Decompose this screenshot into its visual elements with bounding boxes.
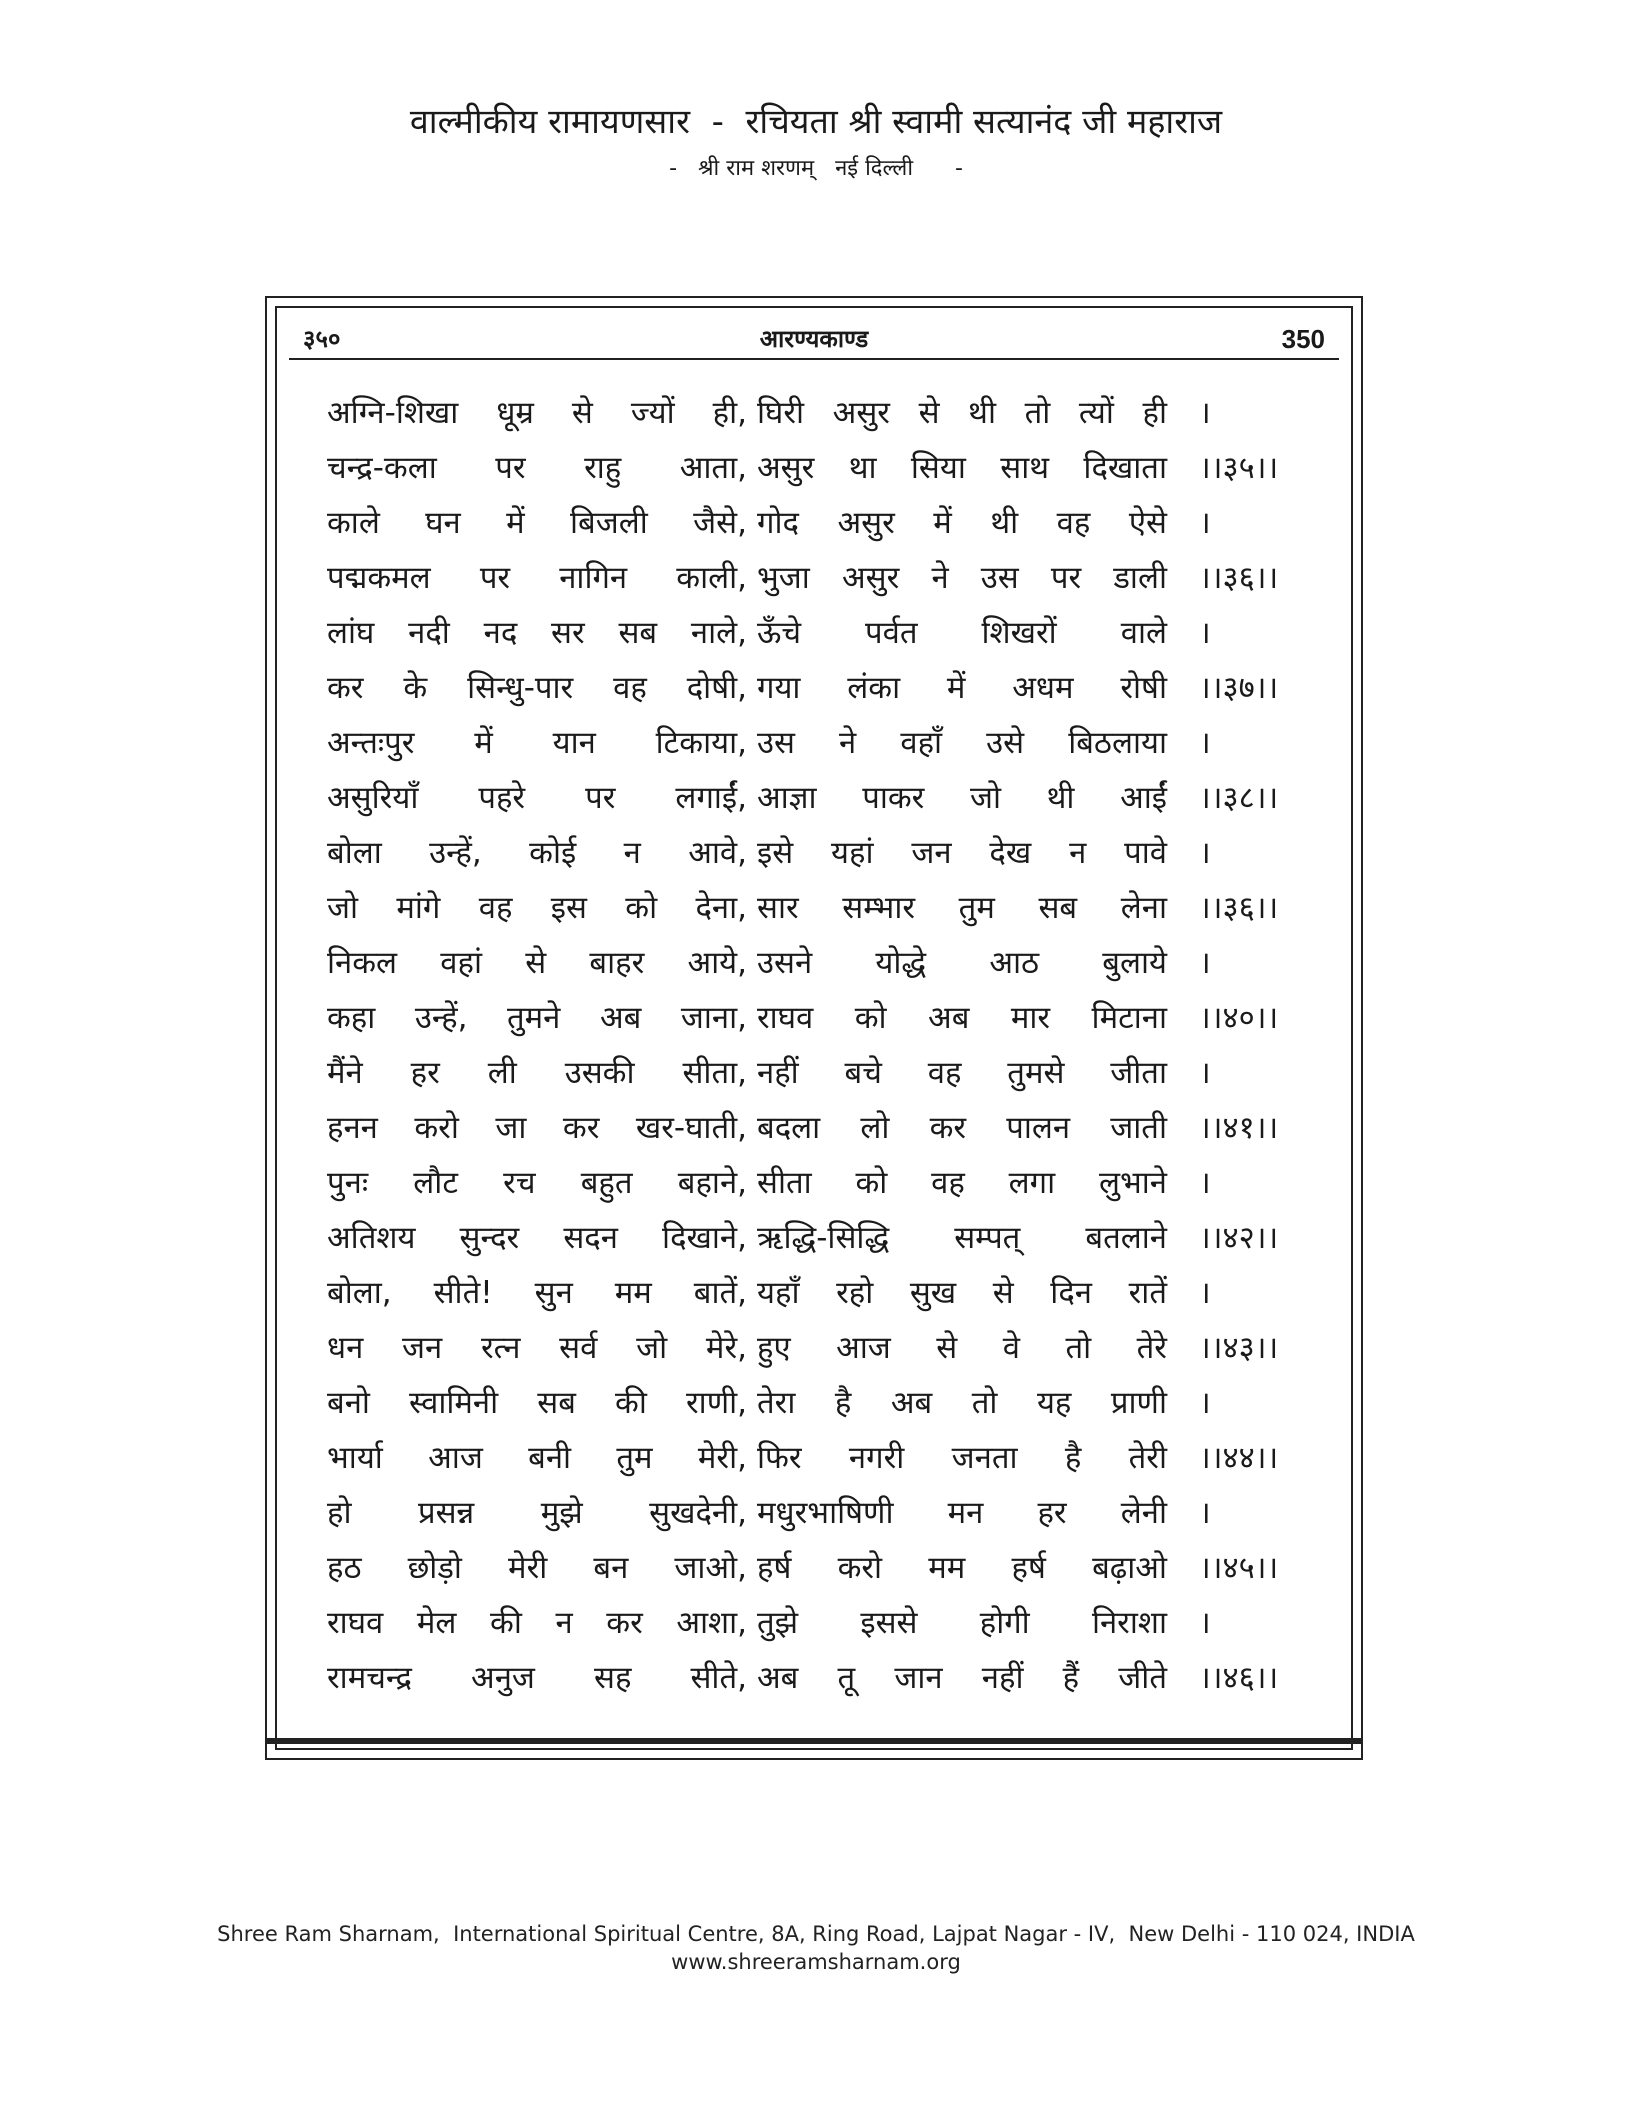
verse-left-text: जो मांगे वह इस को देना, (327, 890, 747, 926)
verse-right-text: आज्ञा पाकर जो थी आईं (757, 780, 1167, 816)
verse-left-text: चन्द्र-कला पर राहु आता, (327, 450, 747, 486)
verse-right-text: मधुरभाषिणी मन हर लेनी (757, 1495, 1167, 1531)
verse-line (327, 1596, 1327, 1651)
verse-left-text: मैंने हर ली उसकी सीता, (327, 1055, 747, 1091)
verse-left-text: पद्मकमल पर नागिन काली, (327, 560, 747, 596)
verse-line (327, 1046, 1327, 1101)
verse-line (327, 1541, 1327, 1596)
verse-right-text: असुर था सिया साथ दिखाता (757, 450, 1167, 486)
verse-left-text: हठ छोड़ो मेरी बन जाओ, (327, 1550, 747, 1586)
verse-line (327, 936, 1327, 991)
verse-mark-text: ।।४३।। (1199, 1330, 1279, 1366)
verse-left-text: निकल वहां से बाहर आये, (327, 945, 747, 981)
verse-right-text: नहीं बचे वह तुमसे जीता (757, 1055, 1167, 1091)
verse-right-text: उसने योद्धे आठ बुलाये (757, 945, 1167, 981)
verse-line (327, 661, 1327, 716)
verse-line (327, 1651, 1327, 1706)
verse-mark-text: ।।४४।। (1199, 1440, 1279, 1476)
verse-line (327, 386, 1327, 441)
verse-mark-text: ।।४०।। (1199, 1000, 1279, 1036)
footer-address: Shree Ram Sharnam, International Spiritual Centre, 8A, Ring Road, Lajpat Nagar - IV, New Delhi - 110 024, INDIA (217, 1922, 1415, 1946)
verse-line (327, 606, 1327, 661)
verse-mark-text: ।।३६।। (1199, 560, 1279, 596)
verse-list (327, 386, 1327, 1706)
page-frame (265, 296, 1363, 1760)
verse-mark-text: । (1199, 1165, 1211, 1201)
verse-right-text: यहाँ रहो सुख से दिन रातें (757, 1275, 1167, 1311)
verse-mark-text: । (1199, 1275, 1211, 1311)
verse-left-text: अन्तःपुर में यान टिकाया, (327, 725, 747, 761)
verse-mark-text: ।।४२।। (1199, 1220, 1279, 1256)
verse-mark-text: । (1199, 395, 1211, 431)
verse-mark-text: । (1199, 725, 1211, 761)
footer-website: www.shreeramsharnam.org (671, 1950, 961, 1974)
verse-left-text: राघव मेल की न कर आशा, (327, 1605, 747, 1641)
frame-bottom-border (267, 1738, 1361, 1744)
verse-left-text: हो प्रसन्न मुझे सुखदेनी, (327, 1495, 747, 1531)
verse-left-text: धन जन रत्न सर्व जो मेरे, (327, 1330, 747, 1366)
verse-line (327, 716, 1327, 771)
verse-mark-text: । (1199, 945, 1211, 981)
verse-right-text: ऊँचे पर्वत शिखरों वाले (757, 615, 1167, 651)
header-subtitle: - श्री राम शरणम् नई दिल्ली - (669, 156, 963, 181)
verse-right-text: गया लंका में अधम रोषी (757, 670, 1167, 706)
verse-right-text: सार सम्भार तुम सब लेना (757, 890, 1167, 926)
verse-right-text: हुए आज से वे तो तेरे (757, 1330, 1167, 1366)
verse-mark-text: ।।४१।। (1199, 1110, 1279, 1146)
verse-line (327, 1101, 1327, 1156)
verse-line (327, 771, 1327, 826)
verse-left-text: रामचन्द्र अनुज सह सीते, (327, 1660, 747, 1696)
page-footer (0, 1920, 1632, 1976)
verse-mark-text: ।।३६।। (1199, 890, 1279, 926)
verse-mark-text: । (1199, 1055, 1211, 1091)
verse-right-text: सीता को वह लगा लुभाने (757, 1165, 1167, 1201)
verse-left-text: असुरियाँ पहरे पर लगाईं, (327, 780, 747, 816)
verse-left-text: बोला उन्हें, कोई न आवे, (327, 835, 747, 871)
verse-line (327, 551, 1327, 606)
verse-mark-text: ।।४६।। (1199, 1660, 1279, 1696)
verse-line (327, 1376, 1327, 1431)
verse-right-text: घिरी असुर से थी तो त्यों ही (757, 395, 1167, 431)
page-bar (289, 318, 1339, 360)
verse-mark-text: । (1199, 505, 1211, 541)
verse-right-text: ऋद्धि-सिद्धि सम्पत् बतलाने (757, 1220, 1167, 1256)
verse-line (327, 1266, 1327, 1321)
verse-left-text: लांघ नदी नद सर सब नाले, (327, 615, 747, 651)
verse-line (327, 441, 1327, 496)
verse-mark-text: ।।४५।। (1199, 1550, 1279, 1586)
verse-right-text: इसे यहां जन देख न पावे (757, 835, 1167, 871)
page-frame-inner (275, 306, 1353, 1750)
verse-right-text: फिर नगरी जनता है तेरी (757, 1440, 1167, 1476)
verse-line (327, 1156, 1327, 1211)
verse-right-text: उस ने वहाँ उसे बिठलाया (757, 725, 1167, 761)
verse-left-text: काले घन में बिजली जैसे, (327, 505, 747, 541)
verse-left-text: भार्या आज बनी तुम मेरी, (327, 1440, 747, 1476)
verse-line (327, 826, 1327, 881)
verse-left-text: अतिशय सुन्दर सदन दिखाने, (327, 1220, 747, 1256)
verse-line (327, 1321, 1327, 1376)
verse-line (327, 1486, 1327, 1541)
verse-mark-text: ।।३५।। (1199, 450, 1279, 486)
verse-right-text: तेरा है अब तो यह प्राणी (757, 1385, 1167, 1421)
verse-left-text: कहा उन्हें, तुमने अब जाना, (327, 1000, 747, 1036)
verse-line (327, 496, 1327, 551)
header-title: वाल्मीकीय रामायणसार - रचियता श्री स्वामी सत्यानंद जी महाराज (409, 102, 1223, 142)
verse-left-text: बोला, सीते! सुन मम बातें, (327, 1275, 747, 1311)
page-number: 350 (1281, 324, 1325, 354)
verse-line (327, 1431, 1327, 1486)
verse-right-text: तुझे इससे होगी निराशा (757, 1605, 1167, 1641)
verse-line (327, 1211, 1327, 1266)
verse-left-text: कर के सिन्धु-पार वह दोषी, (327, 670, 747, 706)
verse-right-text: भुजा असुर ने उस पर डाली (757, 560, 1167, 596)
verse-right-text: राघव को अब मार मिटाना (757, 1000, 1167, 1036)
verse-mark-text: । (1199, 1385, 1211, 1421)
verse-left-text: हनन करो जा कर खर-घाती, (327, 1110, 747, 1146)
page-header (0, 98, 1632, 186)
verse-line (327, 881, 1327, 936)
verse-mark-text: । (1199, 835, 1211, 871)
section-title: आरण्यकाण्ड (759, 325, 869, 353)
verse-right-text: बदला लो कर पालन जाती (757, 1110, 1167, 1146)
verse-mark-text: ।।३८।। (1199, 780, 1279, 816)
verse-right-text: गोद असुर में थी वह ऐसे (757, 505, 1167, 541)
verse-mark-text: । (1199, 1495, 1211, 1531)
verse-left-text: अग्नि-शिखा धूम्र से ज्यों ही, (327, 395, 747, 431)
verse-mark-text: । (1199, 1605, 1211, 1641)
page-number-devanagari: ३५० (303, 325, 341, 353)
verse-right-text: हर्ष करो मम हर्ष बढ़ाओ (757, 1550, 1167, 1586)
verse-mark-text: । (1199, 615, 1211, 651)
verse-left-text: बनो स्वामिनी सब की राणी, (327, 1385, 747, 1421)
verse-line (327, 991, 1327, 1046)
verse-left-text: पुनः लौट रच बहुत बहाने, (327, 1165, 747, 1201)
verse-right-text: अब तू जान नहीं हैं जीते (757, 1660, 1167, 1696)
verse-mark-text: ।।३७।। (1199, 670, 1279, 706)
